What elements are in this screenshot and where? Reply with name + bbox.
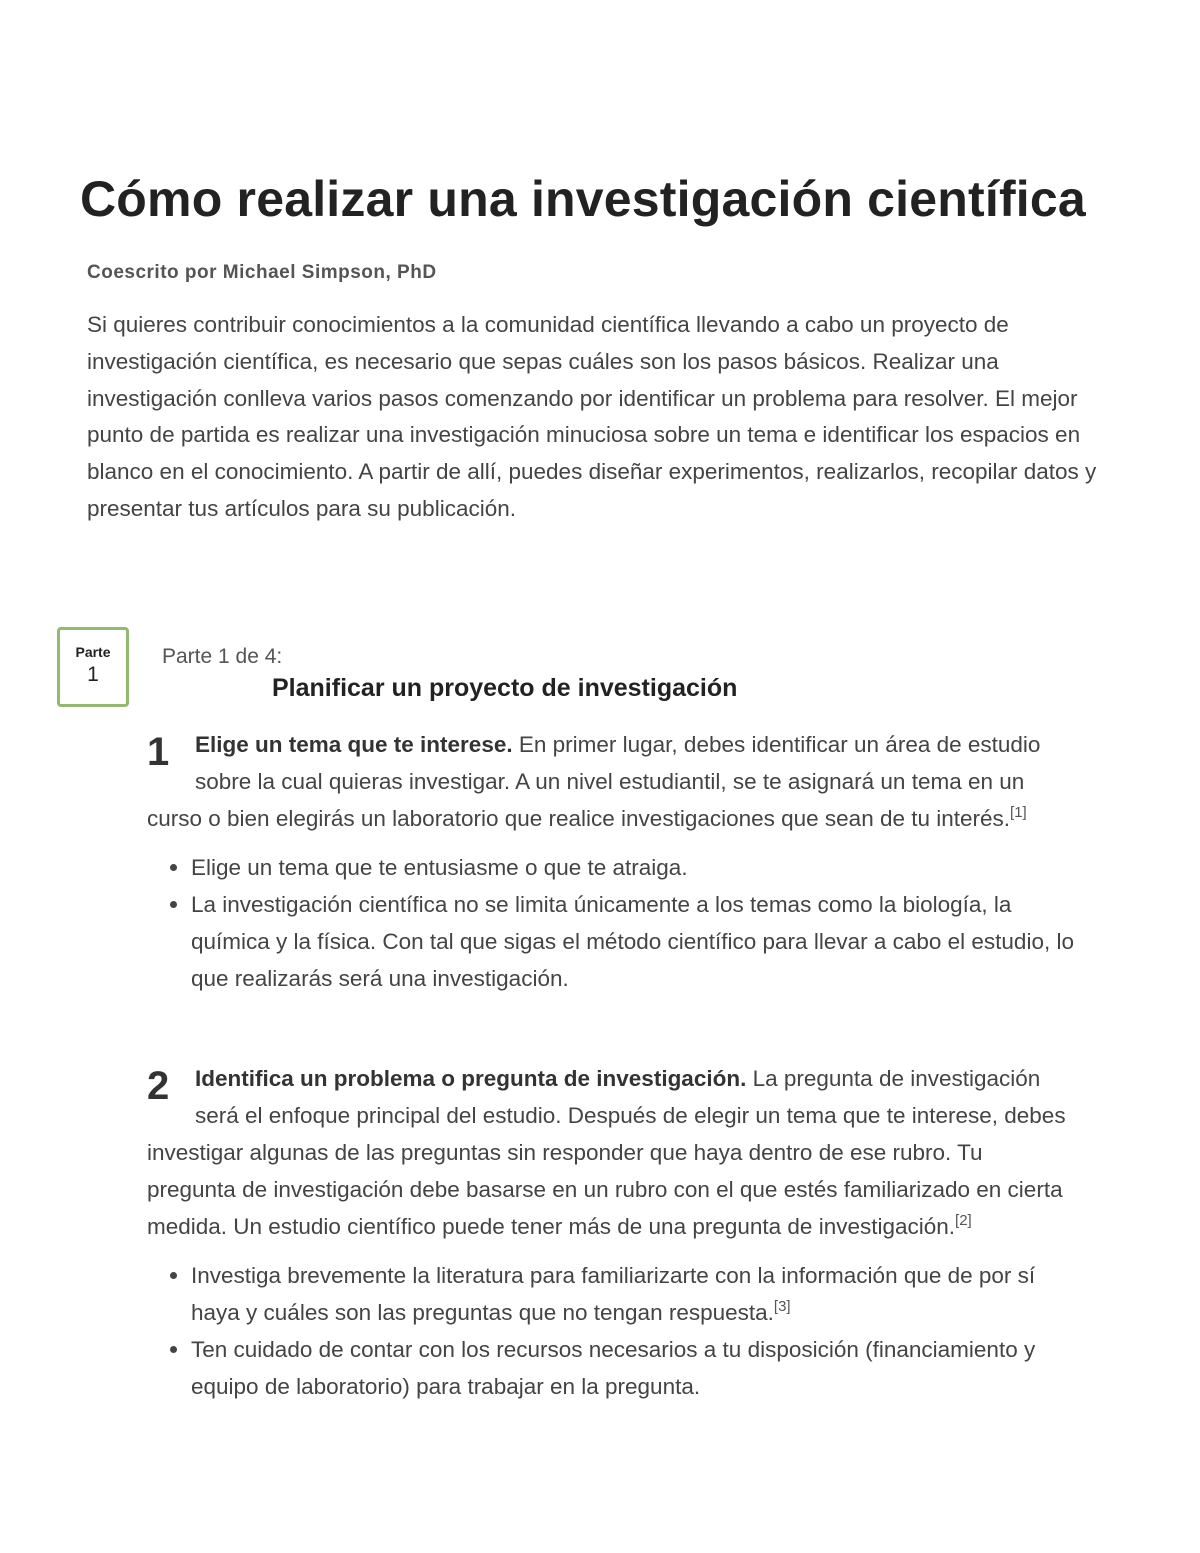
bullet-text: Investiga brevemente la literatura para familiarizarte con la información que de por sí haya y cuáles son las preguntas que no tengan respuesta. — [191, 1263, 1036, 1325]
step-2 — [147, 1060, 1077, 1405]
step-text — [147, 726, 1077, 837]
part-badge-label: Parte — [75, 644, 111, 660]
part-badge-number: 1 — [87, 663, 99, 686]
reference-link[interactable]: [2] — [955, 1212, 972, 1229]
part-counter: Parte 1 de 4: — [162, 645, 283, 668]
bullet-item — [191, 1257, 1077, 1331]
intro-paragraph: Si quieres contribuir conocimientos a la comunidad científica llevando a cabo un proyecto de investigación científica, es necesario que sepas cuáles son los pasos básicos. Realizar una investigación conlleva varios pasos comenzando por identificar un problema para resolver. El mejor punto de partida es realizar una investigación minuciosa sobre un tema e identificar los espacios en blanco en el conocimiento. A partir de allí, puedes diseñar experimentos, realizarlos, recopilar datos y presentar tus artículos para su publicación. — [87, 312, 1097, 521]
step-body: En primer lugar, debes identificar un área de estudio sobre la cual quieras investigar. A un nivel estudiantil, se te asignará un tema en un curso o bien elegirás un laboratorio que realice investigaciones que sean de tu interés. — [147, 732, 1041, 831]
step-title: Identifica un problema o pregunta de investigación. — [195, 1066, 747, 1091]
step-text — [147, 1060, 1077, 1245]
bullet-text: La investigación científica no se limita únicamente a los temas como la biología, la química y la física. Con tal que sigas el método científico para llevar a cabo el estudio, lo que realizarás será una investigación. — [191, 892, 1074, 991]
step-title: Elige un tema que te interese. — [195, 732, 513, 757]
bullet-text: Elige un tema que te entusiasme o que te atraiga. — [191, 855, 688, 880]
part-heading: Planificar un proyecto de investigación — [272, 674, 738, 702]
step-bullets — [147, 1257, 1077, 1405]
reference-link[interactable]: [3] — [773, 1298, 791, 1315]
step-number: 1 — [147, 730, 170, 774]
step-number: 2 — [147, 1064, 170, 1108]
bullet-item — [191, 886, 1077, 997]
byline[interactable]: Coescrito por Michael Simpson, PhD — [87, 262, 437, 283]
bullet-item — [191, 849, 1077, 886]
bullet-item — [191, 1331, 1077, 1405]
page-title: Cómo realizar una investigación científica — [80, 171, 1086, 227]
reference-link[interactable]: [1] — [1010, 804, 1027, 821]
step-body: La pregunta de investigación será el enfoque principal del estudio. Después de elegir un tema que te interese, debes investigar algunas de las preguntas sin responder que haya dentro de ese rubro. Tu pregunta de investigación debe basarse en un rubro con el que estés familiarizado en cierta medida. Un estudio científico puede tener más de una pregunta de investigación. — [147, 1066, 1066, 1239]
bullet-text: Ten cuidado de contar con los recursos necesarios a tu disposición (financiamiento y equipo de laboratorio) para trabajar en la pregunta. — [191, 1337, 1036, 1399]
step-bullets — [147, 849, 1077, 997]
part-badge — [57, 627, 129, 707]
step-1 — [147, 726, 1077, 997]
